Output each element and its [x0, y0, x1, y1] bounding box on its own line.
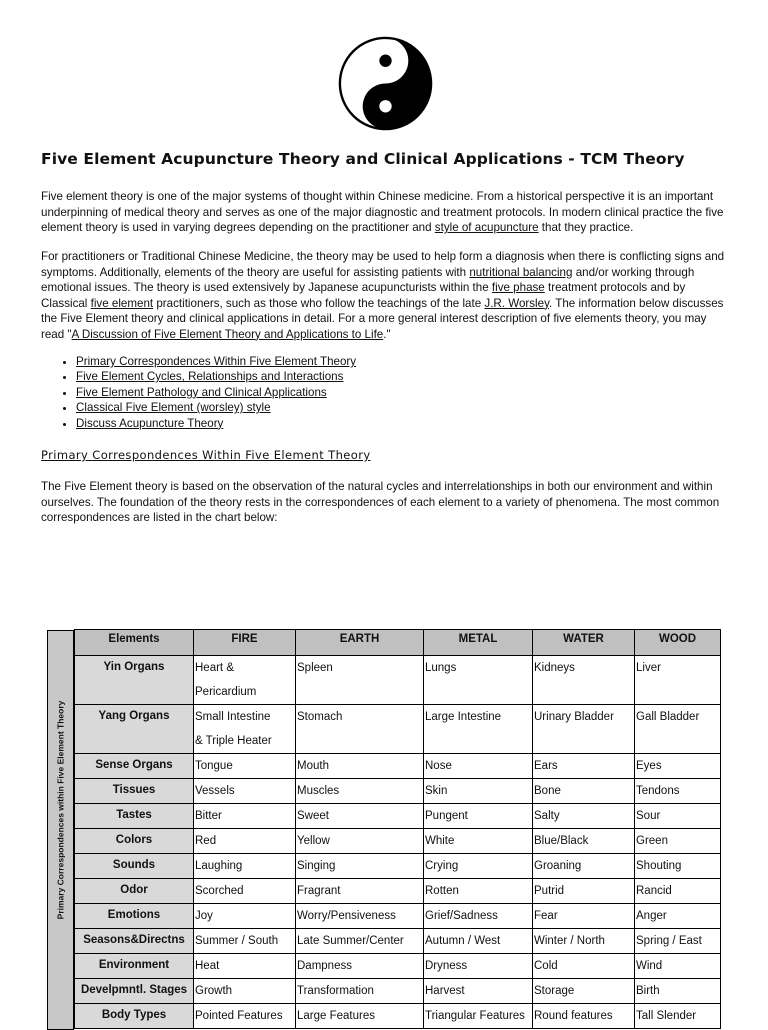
row-label: Tissues [75, 779, 194, 804]
section-heading: Primary Correspondences Within Five Element Theory [41, 448, 371, 462]
row-label: Body Types [75, 1004, 194, 1029]
table-row [75, 979, 721, 1004]
row-label: Environment [75, 954, 194, 979]
row-label: Yang Organs [75, 705, 194, 754]
header-elements: Elements [75, 630, 194, 656]
table-cell: Pungent [424, 804, 533, 829]
table-cell: White [424, 829, 533, 854]
five-phase-link[interactable]: five phase [491, 281, 545, 294]
table-cell: Fragrant [296, 879, 424, 904]
correspondence-table [74, 629, 721, 1029]
bullet-link-cycles[interactable]: Five Element Cycles, Relationships and Interactions [76, 370, 344, 384]
table-cell: Transformation [296, 979, 424, 1004]
table-cell: Joy [194, 904, 296, 929]
table-cell: Bone [533, 779, 635, 804]
table-cell: Storage [533, 979, 635, 1004]
table-cell: Tendons [635, 779, 721, 804]
table-cell: Dryness [424, 954, 533, 979]
header-wood: WOOD [635, 630, 721, 656]
header-fire: FIRE [194, 630, 296, 656]
table-cell: Spleen [296, 656, 424, 705]
table-cell: Urinary Bladder [533, 705, 635, 754]
bullet-link-correspondences[interactable]: Primary Correspondences Within Five Element Theory [76, 355, 357, 368]
table-cell: Sour [635, 804, 721, 829]
table-cell: Autumn / West [424, 929, 533, 954]
table-cell: Putrid [533, 879, 635, 904]
table-cell: Kidneys [533, 656, 635, 705]
intro-paragraph: Five element theory is one of the major systems of thought within Chinese medicine. From a historical perspective it is an important underpinning of medical theory and serves as one of the major diagnostic and treatment protocols. In modern clinical practice the five element theory is used in varying degrees depending on the practitioner and style of acupuncture that they practice. [41, 190, 724, 234]
table-cell: Laughing [194, 854, 296, 879]
table-row [75, 1004, 721, 1029]
table-cell: Lungs [424, 656, 533, 705]
header-metal: METAL [424, 630, 533, 656]
row-label: Sounds [75, 854, 194, 879]
table-cell: Fear [533, 904, 635, 929]
list-item [76, 369, 356, 384]
table-cell: Stomach [296, 705, 424, 754]
bullet-link-pathology[interactable]: Five Element Pathology and Clinical Applications [76, 385, 327, 399]
row-label: Emotions [75, 904, 194, 929]
five-element-discussion-link[interactable]: A Discussion of Five Element Theory and Applications to Life [71, 327, 384, 341]
five-element-link[interactable]: five element [90, 296, 154, 310]
list-item [76, 354, 356, 369]
table-cell: Late Summer/Center [296, 929, 424, 954]
table-cell: Green [635, 829, 721, 854]
table-cell: Dampness [296, 954, 424, 979]
table-cell: Birth [635, 979, 721, 1004]
table-row [75, 879, 721, 904]
jr-worsley-link[interactable]: J.R. Worsley [484, 296, 550, 310]
row-label: Colors [75, 829, 194, 854]
table-cell: Pointed Features [194, 1004, 296, 1029]
table-cell: Nose [424, 754, 533, 779]
table-cell: Harvest [424, 979, 533, 1004]
table-cell: Sweet [296, 804, 424, 829]
table-cell: Wind [635, 954, 721, 979]
style-of-acupuncture-link[interactable]: style of acupuncture [434, 221, 539, 234]
table-cell: Eyes [635, 754, 721, 779]
table-cell: Liver [635, 656, 721, 705]
table-cell: Rotten [424, 879, 533, 904]
practitioners-paragraph: For practitioners or Traditional Chinese Medicine, the theory may be used to help form a diagnosis when there is conflicting signs and symptoms. Additionally, elements of the theory are useful for assisting patients with nutritional balancing and/or working through emotional issues. The theory is used extensively by Japanese acupuncturists within the five phase treatment protocols and by Classical five element practitioners, such as those who follow the teachings of the late J.R. Worsley. The information below discusses the Five Element theory and clinical applications in detail. For a more general interest description of five elements theory, you may read "A Discussion of Five Element Theory and Applications to Life." [41, 250, 725, 341]
table-cell: Grief/Sadness [424, 904, 533, 929]
row-label: Odor [75, 879, 194, 904]
table-cell: Large Features [296, 1004, 424, 1029]
page-title: Five Element Acupuncture Theory and Clinical Applications - TCM Theory [41, 150, 685, 168]
row-label: Seasons&Directns [75, 929, 194, 954]
row-label: Tastes [75, 804, 194, 829]
table-cell: Shouting [635, 854, 721, 879]
table-row [75, 854, 721, 879]
table-cell: Triangular Features [424, 1004, 533, 1029]
nutritional-balancing-link[interactable]: nutritional balancing [469, 265, 573, 279]
table-row [75, 754, 721, 779]
table-cell: Small Intestine & Triple Heater [194, 705, 296, 754]
row-label: Sense Organs [75, 754, 194, 779]
table-cell: Muscles [296, 779, 424, 804]
table-cell: Crying [424, 854, 533, 879]
table-cell: Anger [635, 904, 721, 929]
table-cell: Tongue [194, 754, 296, 779]
bullet-link-discuss[interactable]: Discuss Acupuncture Theory [76, 416, 224, 430]
table-cell: Round features [533, 1004, 635, 1029]
table-cell: Worry/Pensiveness [296, 904, 424, 929]
table-cell: Scorched [194, 879, 296, 904]
table-cell: Large Intestine [424, 705, 533, 754]
table-cell: Groaning [533, 854, 635, 879]
table-row [75, 954, 721, 979]
table-cell: Growth [194, 979, 296, 1004]
table-row [75, 929, 721, 954]
table-side-label: Primary Correspondences within Five Element Theory [55, 700, 66, 920]
table-cell: Rancid [635, 879, 721, 904]
table-row [75, 705, 721, 754]
table-cell: Winter / North [533, 929, 635, 954]
table-cell: Spring / East [635, 929, 721, 954]
table-cell: Red [194, 829, 296, 854]
header-water: WATER [533, 630, 635, 656]
row-label: Yin Organs [75, 656, 194, 705]
bullet-link-classical[interactable]: Classical Five Element (worsley) style [76, 401, 271, 415]
table-row [75, 904, 721, 929]
table-cell: Mouth [296, 754, 424, 779]
table-cell: Gall Bladder [635, 705, 721, 754]
row-label: Develpmntl. Stages [75, 979, 194, 1004]
table-row [75, 779, 721, 804]
yin-yang-icon [338, 36, 433, 131]
table-cell: Summer / South [194, 929, 296, 954]
table-cell: Bitter [194, 804, 296, 829]
table-cell: Cold [533, 954, 635, 979]
header-earth: EARTH [296, 630, 424, 656]
list-item [76, 385, 356, 400]
table-cell: Singing [296, 854, 424, 879]
list-item [76, 400, 356, 415]
correspondences-paragraph: The Five Element theory is based on the observation of the natural cycles and interrelationships in both our environment and within ourselves. The foundation of the theory rests in the correspondences of each element to a variety of phenomena. The most common correspondences are listed in the chart below: [41, 480, 720, 524]
table-cell: Tall Slender [635, 1004, 721, 1029]
table-row [75, 656, 721, 705]
table-cell: Vessels [194, 779, 296, 804]
table-header-row [75, 630, 721, 656]
table-row [75, 829, 721, 854]
table-cell: Blue/Black [533, 829, 635, 854]
table-cell: Yellow [296, 829, 424, 854]
table-cell: Skin [424, 779, 533, 804]
table-row [75, 804, 721, 829]
table-cell: Salty [533, 804, 635, 829]
table-cell: Heart & Pericardium [194, 656, 296, 705]
list-item [76, 416, 356, 431]
table-cell: Heat [194, 954, 296, 979]
table-cell: Ears [533, 754, 635, 779]
topic-list [58, 354, 356, 431]
